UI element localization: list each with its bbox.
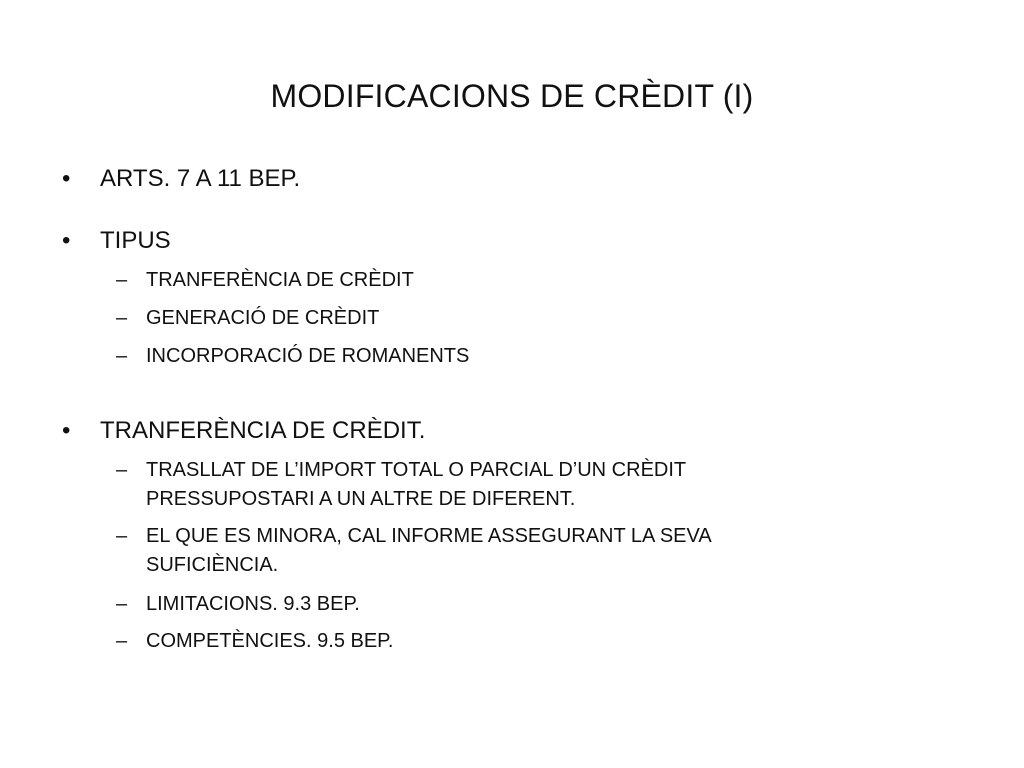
bullet-icon: • (62, 417, 71, 444)
bullet-icon: • (62, 165, 71, 192)
dash-icon: – (116, 345, 128, 367)
dash-icon: – (116, 307, 128, 329)
dash-icon: – (116, 630, 128, 652)
bullet-icon: • (62, 227, 71, 254)
slide-title: MODIFICACIONS DE CRÈDIT (I) (270, 78, 754, 114)
sub-bullet-text: TRANFERÈNCIA DE CRÈDIT (146, 269, 414, 291)
bullet-text: TIPUS (100, 227, 171, 254)
dash-icon: – (116, 525, 128, 547)
sub-bullet-text: TRASLLAT DE L’IMPORT TOTAL O PARCIAL D’UN CRÈDIT PRESSUPOSTARI A UN ALTRE DE DIFERENT. (146, 459, 687, 510)
sub-bullet-text: LIMITACIONS. 9.3 BEP. (146, 593, 360, 615)
sub-bullet-text: COMPETÈNCIES. 9.5 BEP. (146, 630, 394, 652)
dash-icon: – (116, 593, 128, 615)
dash-icon: – (116, 459, 128, 481)
bullet-text: ARTS. 7 A 11 BEP. (100, 165, 301, 192)
sub-bullet-text: EL QUE ES MINORA, CAL INFORME ASSEGURANT LA SEVA SUFICIÈNCIA. (146, 525, 712, 576)
sub-bullet-text: INCORPORACIÓ DE ROMANENTS (146, 345, 470, 367)
dash-icon: – (116, 269, 128, 291)
bullet-text: TRANFERÈNCIA DE CRÈDIT. (100, 417, 426, 444)
sub-bullet-text: GENERACIÓ DE CRÈDIT (146, 307, 380, 329)
